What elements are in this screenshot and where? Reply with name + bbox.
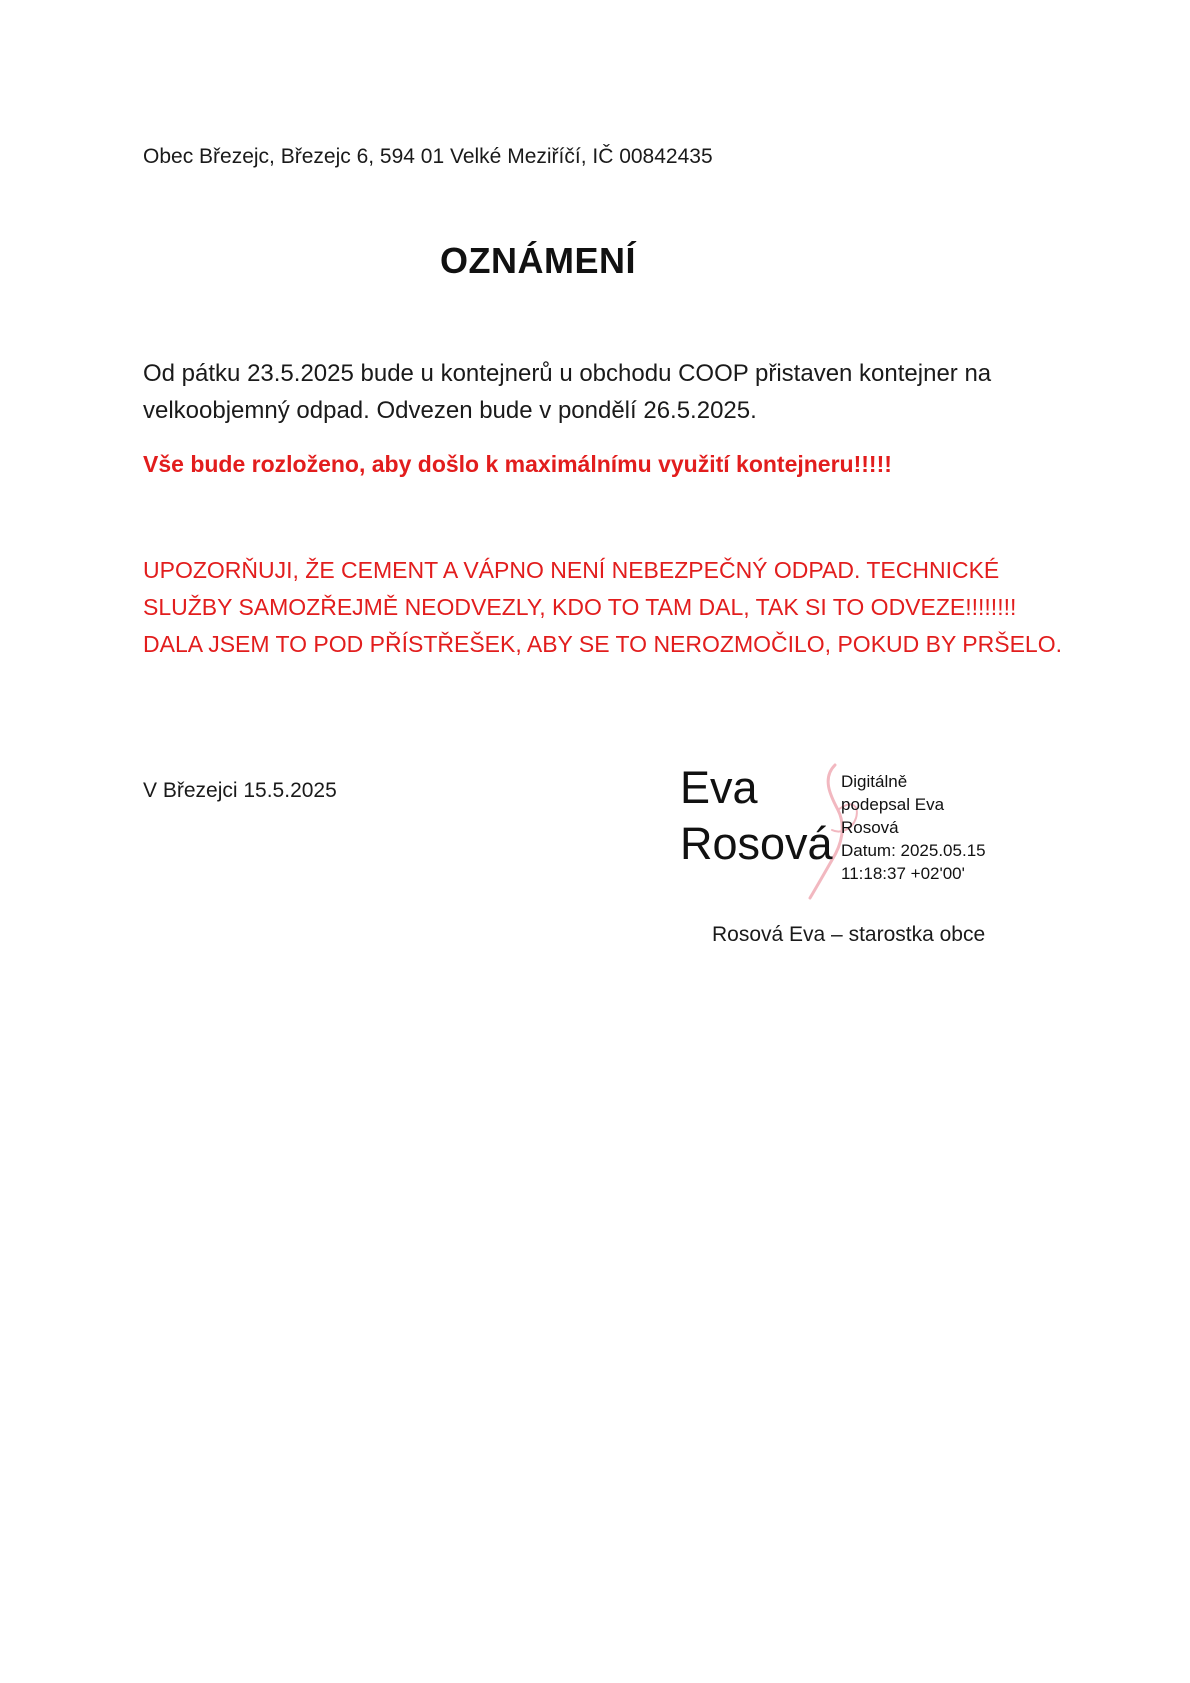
signature-detail-line: 11:18:37 +02'00': [841, 864, 965, 883]
digital-signature-block: [680, 760, 1020, 900]
signature-detail-line: Rosová: [841, 818, 899, 837]
signature-details: [841, 770, 986, 885]
signature-detail-line: podepsal Eva: [841, 795, 945, 814]
municipality-address: Obec Březejc, Březejc 6, 594 01 Velké Meziříčí, IČ 00842435: [143, 145, 713, 168]
paragraph-line: velkoobjemný odpad. Odvezen bude v pondělí 26.5.2025.: [143, 397, 757, 424]
caps-warning-line: SLUŽBY SAMOZŘEJMĚ NEODVEZLY, KDO TO TAM DAL, TAK SI TO ODVEZE!!!!!!!!: [143, 594, 1017, 620]
caps-warning-line: DALA JSEM TO POD PŘÍSTŘEŠEK, ABY SE TO NEROZMOČILO, POKUD BY PRŠELO.: [143, 631, 1063, 657]
signature-detail-line: Datum: 2025.05.15: [841, 841, 986, 860]
signature-name: [680, 760, 833, 872]
place-date: V Březejci 15.5.2025: [143, 779, 337, 802]
caps-warning: [143, 552, 1103, 663]
signer-title: Rosová Eva – starostka obce: [712, 923, 986, 946]
paragraph-line: Od pátku 23.5.2025 bude u kontejnerů u obchodu COOP přistaven kontejner na: [143, 360, 992, 387]
announcement-paragraph: [143, 355, 1073, 429]
signature-last-name: Rosová: [680, 818, 833, 869]
bold-warning: Vše bude rozloženo, aby došlo k maximálnímu využití kontejneru!!!!!: [143, 451, 892, 477]
signature-detail-line: Digitálně: [841, 772, 908, 791]
page-title: OZNÁMENÍ: [440, 240, 636, 281]
caps-warning-line: UPOZORŇUJI, ŽE CEMENT A VÁPNO NENÍ NEBEZPEČNÝ ODPAD. TECHNICKÉ: [143, 557, 1000, 583]
signature-first-name: Eva: [680, 762, 758, 813]
